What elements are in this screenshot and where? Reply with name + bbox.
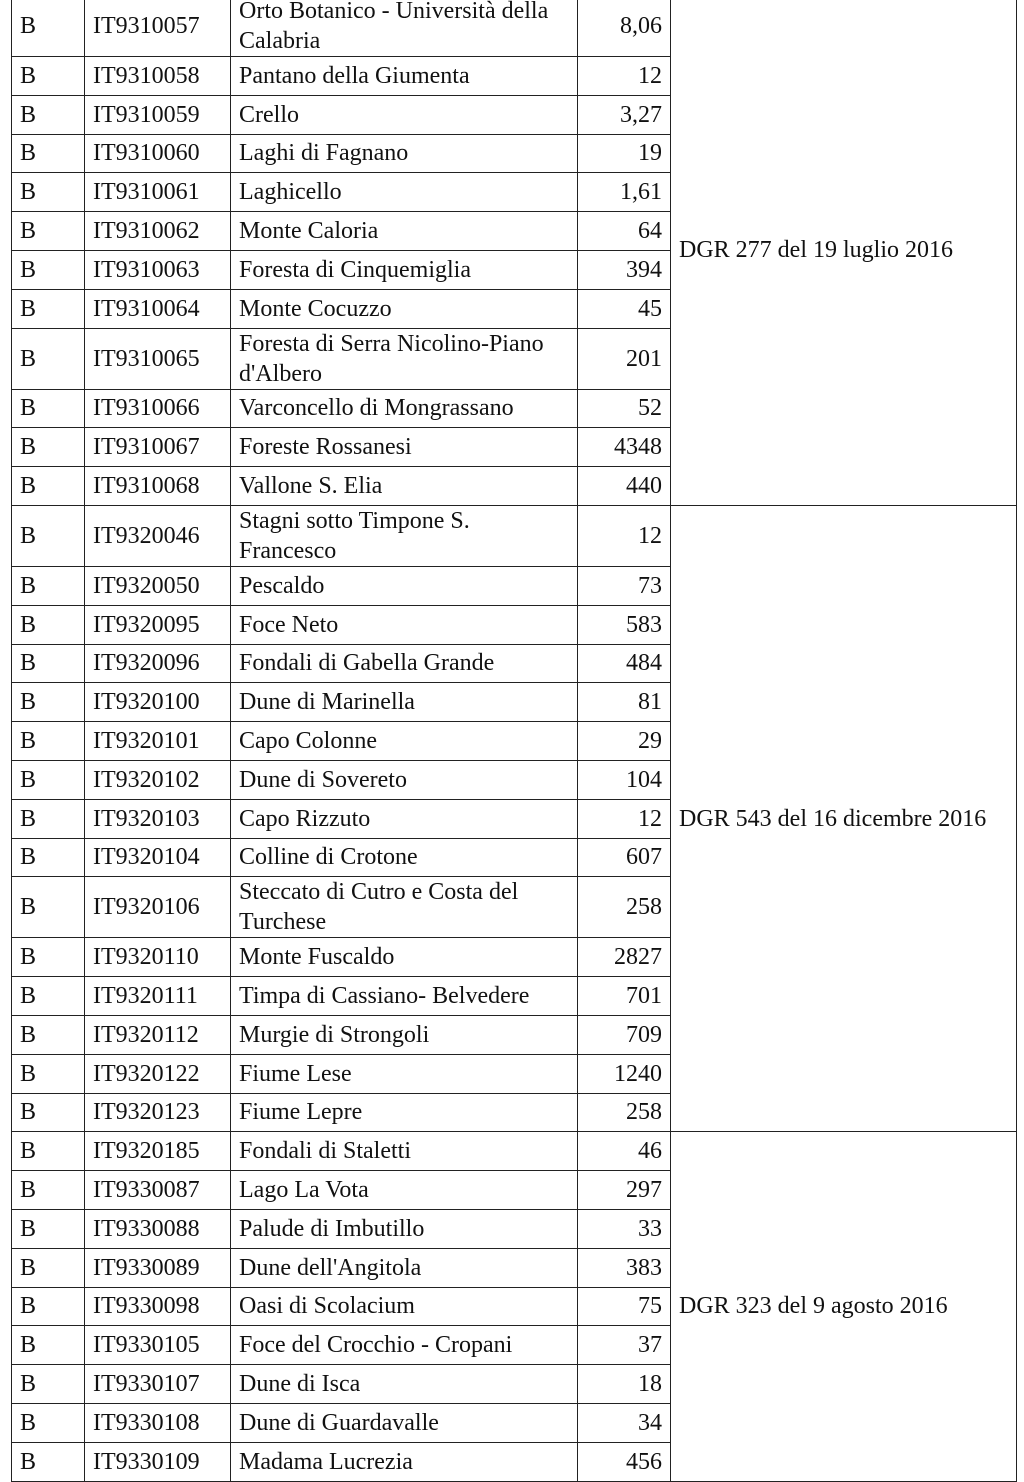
- type-cell: B: [12, 250, 85, 289]
- area-cell: 383: [578, 1248, 671, 1287]
- area-cell: 8,06: [578, 0, 671, 57]
- type-cell: B: [12, 0, 85, 57]
- deliberation-cell: DGR 543 del 16 dicembre 2016: [671, 505, 1017, 1131]
- area-cell: 12: [578, 505, 671, 566]
- name-cell: Pantano della Giumenta: [231, 57, 578, 96]
- type-cell: B: [12, 1093, 85, 1132]
- area-cell: 484: [578, 644, 671, 683]
- name-cell: Capo Colonne: [231, 722, 578, 761]
- code-cell: IT9330108: [85, 1403, 231, 1442]
- type-cell: B: [12, 1015, 85, 1054]
- type-cell: B: [12, 877, 85, 938]
- name-cell: Monte Fuscaldo: [231, 938, 578, 977]
- code-cell: IT9310064: [85, 289, 231, 328]
- area-cell: 297: [578, 1171, 671, 1210]
- type-cell: B: [12, 683, 85, 722]
- area-cell: 45: [578, 289, 671, 328]
- type-cell: B: [12, 1248, 85, 1287]
- type-cell: B: [12, 212, 85, 251]
- code-cell: IT9320102: [85, 760, 231, 799]
- code-cell: IT9320123: [85, 1093, 231, 1132]
- name-cell: Fondali di Staletti: [231, 1132, 578, 1171]
- area-cell: 201: [578, 328, 671, 389]
- name-cell: Stagni sotto Timpone S. Francesco: [231, 505, 578, 566]
- code-cell: IT9330107: [85, 1365, 231, 1404]
- area-cell: 18: [578, 1365, 671, 1404]
- type-cell: B: [12, 505, 85, 566]
- area-cell: 46: [578, 1132, 671, 1171]
- name-cell: Capo Rizzuto: [231, 799, 578, 838]
- table-row: [12, 1132, 1017, 1171]
- name-cell: Foresta di Cinquemiglia: [231, 250, 578, 289]
- code-cell: IT9310067: [85, 428, 231, 467]
- area-cell: 2827: [578, 938, 671, 977]
- code-cell: IT9330109: [85, 1442, 231, 1481]
- area-cell: 701: [578, 977, 671, 1016]
- type-cell: B: [12, 1132, 85, 1171]
- name-cell: Timpa di Cassiano- Belvedere: [231, 977, 578, 1016]
- area-cell: 583: [578, 605, 671, 644]
- type-cell: B: [12, 722, 85, 761]
- sites-table: [11, 0, 1017, 1482]
- area-cell: 4348: [578, 428, 671, 467]
- type-cell: B: [12, 1326, 85, 1365]
- code-cell: IT9310060: [85, 134, 231, 173]
- code-cell: IT9310065: [85, 328, 231, 389]
- code-cell: IT9310063: [85, 250, 231, 289]
- code-cell: IT9330088: [85, 1209, 231, 1248]
- name-cell: Monte Cocuzzo: [231, 289, 578, 328]
- name-cell: Foreste Rossanesi: [231, 428, 578, 467]
- type-cell: B: [12, 328, 85, 389]
- name-cell: Fiume Lepre: [231, 1093, 578, 1132]
- type-cell: B: [12, 428, 85, 467]
- type-cell: B: [12, 1442, 85, 1481]
- name-cell: Laghi di Fagnano: [231, 134, 578, 173]
- area-cell: 394: [578, 250, 671, 289]
- area-cell: 75: [578, 1287, 671, 1326]
- name-cell: Vallone S. Elia: [231, 467, 578, 506]
- name-cell: Pescaldo: [231, 566, 578, 605]
- name-cell: Colline di Crotone: [231, 838, 578, 877]
- table-row: [12, 0, 1017, 57]
- area-cell: 29: [578, 722, 671, 761]
- type-cell: B: [12, 1209, 85, 1248]
- name-cell: Foresta di Serra Nicolino-Piano d'Albero: [231, 328, 578, 389]
- type-cell: B: [12, 289, 85, 328]
- name-cell: Orto Botanico - Università della Calabria: [231, 0, 578, 57]
- code-cell: IT9330098: [85, 1287, 231, 1326]
- code-cell: IT9320100: [85, 683, 231, 722]
- area-cell: 33: [578, 1209, 671, 1248]
- area-cell: 73: [578, 566, 671, 605]
- type-cell: B: [12, 173, 85, 212]
- code-cell: IT9310062: [85, 212, 231, 251]
- area-cell: 258: [578, 1093, 671, 1132]
- code-cell: IT9330105: [85, 1326, 231, 1365]
- area-cell: 19: [578, 134, 671, 173]
- name-cell: Monte Caloria: [231, 212, 578, 251]
- type-cell: B: [12, 799, 85, 838]
- code-cell: IT9320111: [85, 977, 231, 1016]
- type-cell: B: [12, 1403, 85, 1442]
- area-cell: 34: [578, 1403, 671, 1442]
- code-cell: IT9320106: [85, 877, 231, 938]
- code-cell: IT9320122: [85, 1054, 231, 1093]
- type-cell: B: [12, 1054, 85, 1093]
- name-cell: Murgie di Strongoli: [231, 1015, 578, 1054]
- name-cell: Lago La Vota: [231, 1171, 578, 1210]
- name-cell: Oasi di Scolacium: [231, 1287, 578, 1326]
- code-cell: IT9320110: [85, 938, 231, 977]
- area-cell: 64: [578, 212, 671, 251]
- code-cell: IT9310058: [85, 57, 231, 96]
- code-cell: IT9310061: [85, 173, 231, 212]
- deliberation-cell: DGR 277 del 19 luglio 2016: [671, 0, 1017, 505]
- area-cell: 258: [578, 877, 671, 938]
- type-cell: B: [12, 57, 85, 96]
- type-cell: B: [12, 838, 85, 877]
- code-cell: IT9320185: [85, 1132, 231, 1171]
- type-cell: B: [12, 566, 85, 605]
- code-cell: IT9330087: [85, 1171, 231, 1210]
- name-cell: Dune di Marinella: [231, 683, 578, 722]
- code-cell: IT9310059: [85, 95, 231, 134]
- name-cell: Fondali di Gabella Grande: [231, 644, 578, 683]
- name-cell: Steccato di Cutro e Costa del Turchese: [231, 877, 578, 938]
- area-cell: 12: [578, 799, 671, 838]
- code-cell: IT9320101: [85, 722, 231, 761]
- code-cell: IT9320112: [85, 1015, 231, 1054]
- code-cell: IT9310057: [85, 0, 231, 57]
- area-cell: 37: [578, 1326, 671, 1365]
- area-cell: 456: [578, 1442, 671, 1481]
- type-cell: B: [12, 389, 85, 428]
- type-cell: B: [12, 605, 85, 644]
- code-cell: IT9320095: [85, 605, 231, 644]
- name-cell: Crello: [231, 95, 578, 134]
- code-cell: IT9320103: [85, 799, 231, 838]
- name-cell: Dune dell'Angitola: [231, 1248, 578, 1287]
- code-cell: IT9310066: [85, 389, 231, 428]
- type-cell: B: [12, 95, 85, 134]
- area-cell: 709: [578, 1015, 671, 1054]
- code-cell: IT9320046: [85, 505, 231, 566]
- name-cell: Madama Lucrezia: [231, 1442, 578, 1481]
- area-cell: 104: [578, 760, 671, 799]
- code-cell: IT9310068: [85, 467, 231, 506]
- area-cell: 12: [578, 57, 671, 96]
- area-cell: 52: [578, 389, 671, 428]
- area-cell: 1,61: [578, 173, 671, 212]
- name-cell: Foce del Crocchio - Cropani: [231, 1326, 578, 1365]
- type-cell: B: [12, 760, 85, 799]
- code-cell: IT9320104: [85, 838, 231, 877]
- area-cell: 607: [578, 838, 671, 877]
- table-row: [12, 505, 1017, 566]
- name-cell: Foce Neto: [231, 605, 578, 644]
- type-cell: B: [12, 1171, 85, 1210]
- name-cell: Dune di Sovereto: [231, 760, 578, 799]
- name-cell: Dune di Isca: [231, 1365, 578, 1404]
- code-cell: IT9320096: [85, 644, 231, 683]
- area-cell: 1240: [578, 1054, 671, 1093]
- name-cell: Dune di Guardavalle: [231, 1403, 578, 1442]
- name-cell: Palude di Imbutillo: [231, 1209, 578, 1248]
- type-cell: B: [12, 644, 85, 683]
- type-cell: B: [12, 134, 85, 173]
- code-cell: IT9330089: [85, 1248, 231, 1287]
- area-cell: 440: [578, 467, 671, 506]
- code-cell: IT9320050: [85, 566, 231, 605]
- type-cell: B: [12, 1365, 85, 1404]
- table-body: [12, 0, 1017, 1481]
- type-cell: B: [12, 977, 85, 1016]
- area-cell: 81: [578, 683, 671, 722]
- type-cell: B: [12, 938, 85, 977]
- deliberation-cell: DGR 323 del 9 agosto 2016: [671, 1132, 1017, 1481]
- type-cell: B: [12, 467, 85, 506]
- area-cell: 3,27: [578, 95, 671, 134]
- type-cell: B: [12, 1287, 85, 1326]
- name-cell: Laghicello: [231, 173, 578, 212]
- name-cell: Varconcello di Mongrassano: [231, 389, 578, 428]
- name-cell: Fiume Lese: [231, 1054, 578, 1093]
